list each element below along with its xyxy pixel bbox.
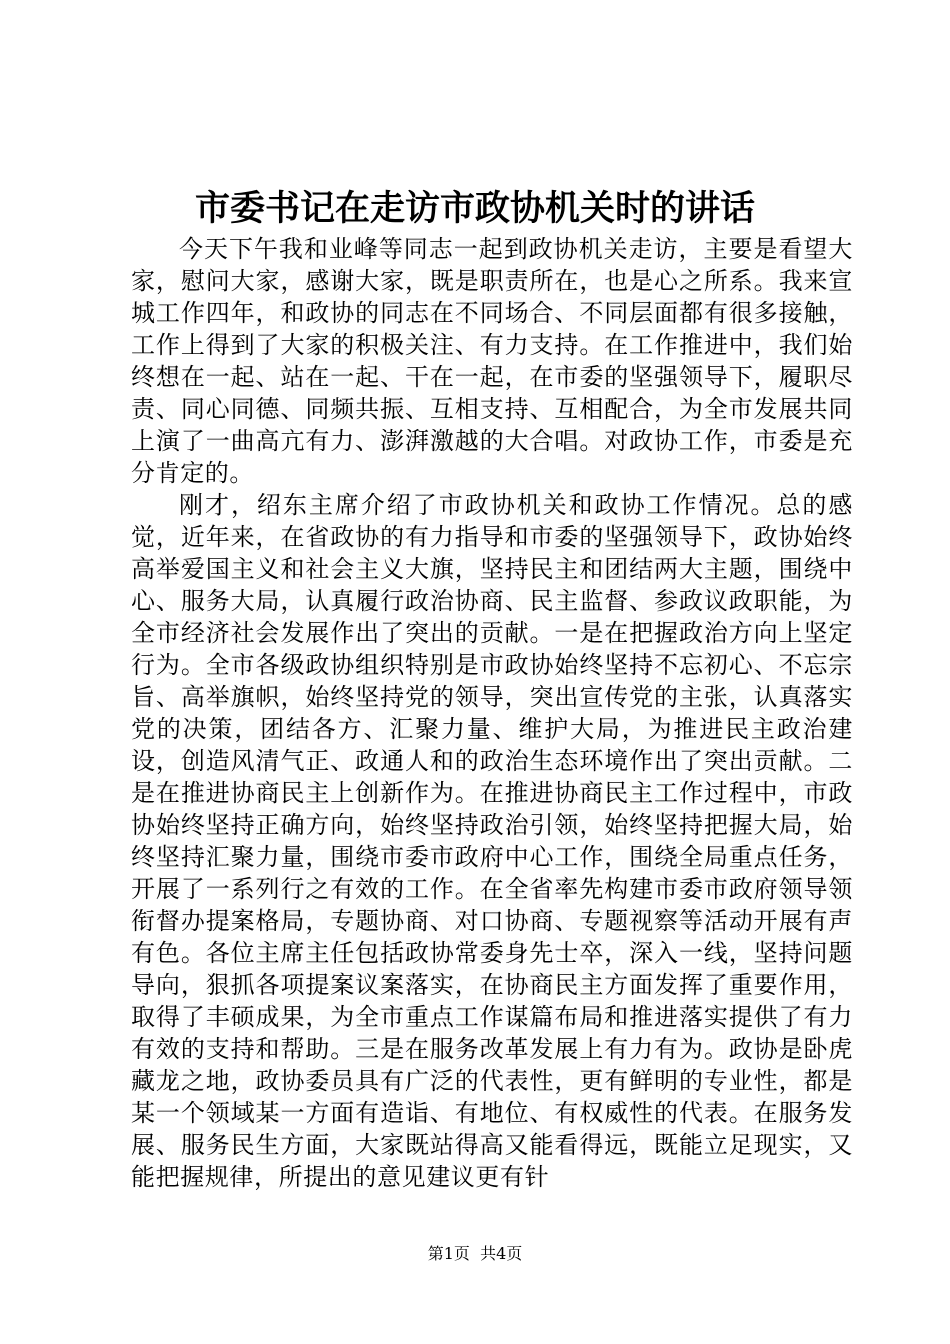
page-number-label: 第1页 共4页	[427, 1244, 523, 1263]
paragraph-2: 刚才，绍东主席介绍了市政协机关和政协工作情况。总的感觉，近年来，在省政协的有力指导和市委的坚强领导下，政协始终高举爱国主义和社会主义大旗，坚持民主和团结两大主题，围绕中心、服务大局，认真履行政治协商、民主监督、参政议政职能，为全市经济社会发展作出了突出的贡献。一是在把握政治方向上坚定行为。全市各级政协组织特别是市政协始终坚持不忘初心、不忘宗旨、高举旗帜，始终坚持党的领导，突出宣传党的主张，认真落实党的决策，团结各方、汇聚力量、维护大局，为推进民主政治建设，创造风清气正、政通人和的政治生态环境作出了突出贡献。二是在推进协商民主上创新作为。在推进协商民主工作过程中，市政协始终坚持正确方向，始终坚持政治引领，始终坚持把握大局，始终坚持汇聚力量，围绕市委市政府中心工作，围绕全局重点任务，开展了一系列行之有效的工作。在全省率先构建市委市政府领导领衔督办提案格局，专题协商、对口协商、专题视察等活动开展有声有色。各位主席主任包括政协常委身先士卒，深入一线，坚持问题导向，狠抓各项提案议案落实，在协商民主方面发挥了重要作用，取得了丰硕成果，为全市重点工作谋篇布局和推进落实提供了有力有效的支持和帮助。三是在服务改革发展上有力有为。政协是卧虎藏龙之地，政协委员具有广泛的代表性，更有鲜明的专业性，都是某一个领域某一方面有造诣、有地位、有权威性的代表。在服务发展、服务民生方面，大家既站得高又能看得远，既能立足现实，又能把握规律，所提出的意见建议更有针	[131, 491, 853, 1191]
page-footer	[0, 1243, 950, 1265]
document-title: 市委书记在走访市政协机关时的讲话	[194, 188, 755, 229]
document-body	[131, 233, 853, 1193]
paragraph-1: 今天下午我和业峰等同志一起到政协机关走访，主要是看望大家，慰问大家，感谢大家，既是职责所在，也是心之所系。我来宣城工作四年，和政协的同志在不同场合、不同层面都有很多接触，工作上得到了大家的积极关注、有力支持。在工作推进中，我们始终想在一起、站在一起、干在一起，在市委的坚强领导下，履职尽责、同心同德、同频共振、互相支持、互相配合，为全市发展共同上演了一曲高亢有力、澎湃激越的大合唱。对政协工作，市委是充分肯定的。	[131, 235, 853, 487]
